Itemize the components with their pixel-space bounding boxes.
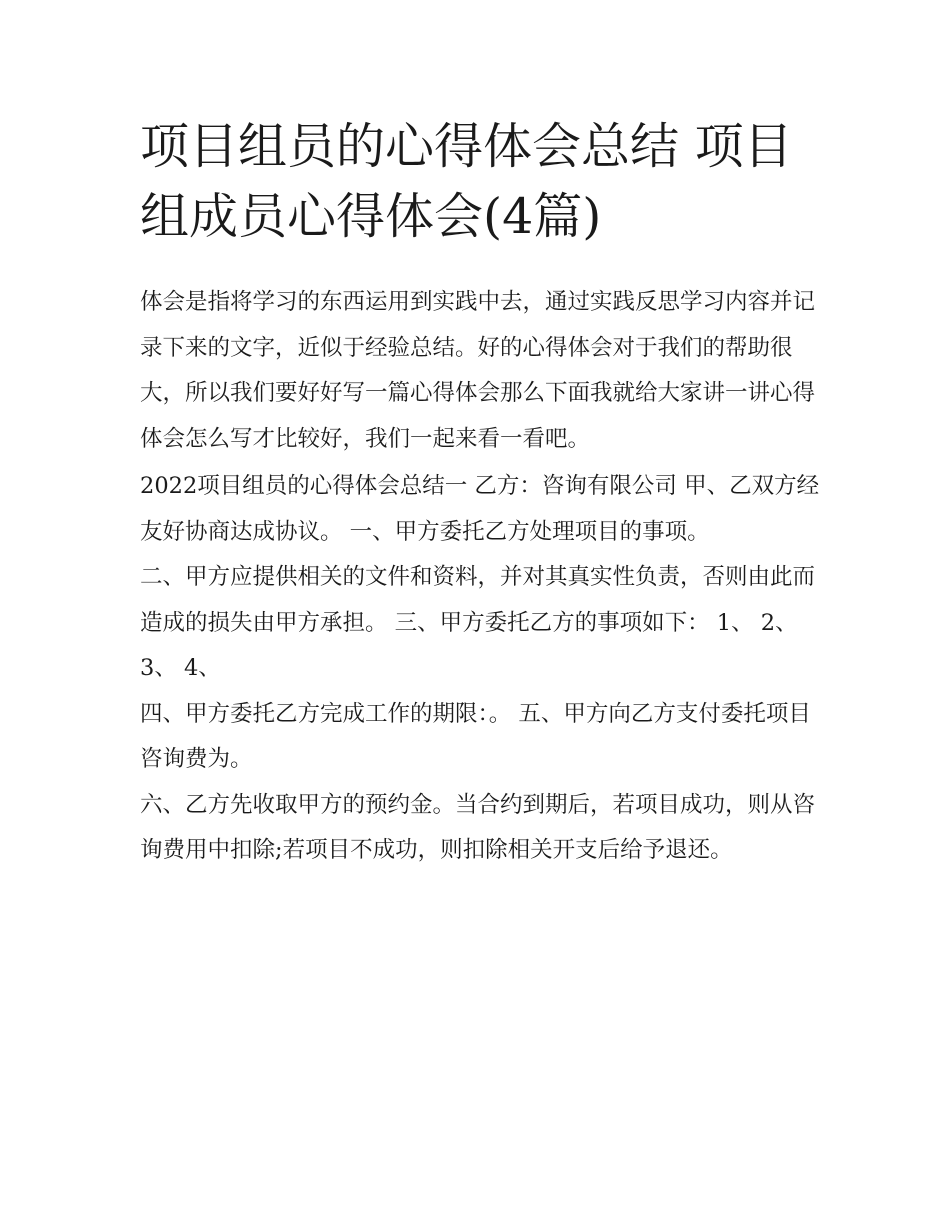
paragraph-3: 四、甲方委托乙方完成工作的期限：。 五、甲方向乙方支付委托项目咨询费为。: [140, 700, 811, 772]
paragraph-4: 六、乙方先收取甲方的预约金。当合约到期后，若项目成功，则从咨询费用中扣除;若项目不成功，则扣除相关开支后给予退还。: [140, 791, 816, 863]
document-body: [140, 280, 820, 874]
paragraph-2: 二、甲方应提供相关的文件和资料，并对其真实性负责，否则由此而造成的损失由甲方承担。 三、甲方委托乙方的事项如下： 1、 2、 3、 4、: [140, 564, 816, 681]
document-title: 项目组员的心得体会总结 项目组成员心得体会(4篇): [140, 118, 793, 245]
paragraph-1: 2022项目组员的心得体会总结一 乙方：咨询有限公司 甲、乙双方经友好协商达成协议。 一、甲方委托乙方处理项目的事项。: [140, 473, 820, 545]
paragraph-intro: 体会是指将学习的东西运用到实践中去，通过实践反思学习内容并记录下来的文字，近似于经验总结。好的心得体会对于我们的帮助很大，所以我们要好好写一篇心得体会那么下面我就给大家讲一讲心得体会怎么写才比较好，我们一起来看一看吧。: [140, 289, 816, 452]
